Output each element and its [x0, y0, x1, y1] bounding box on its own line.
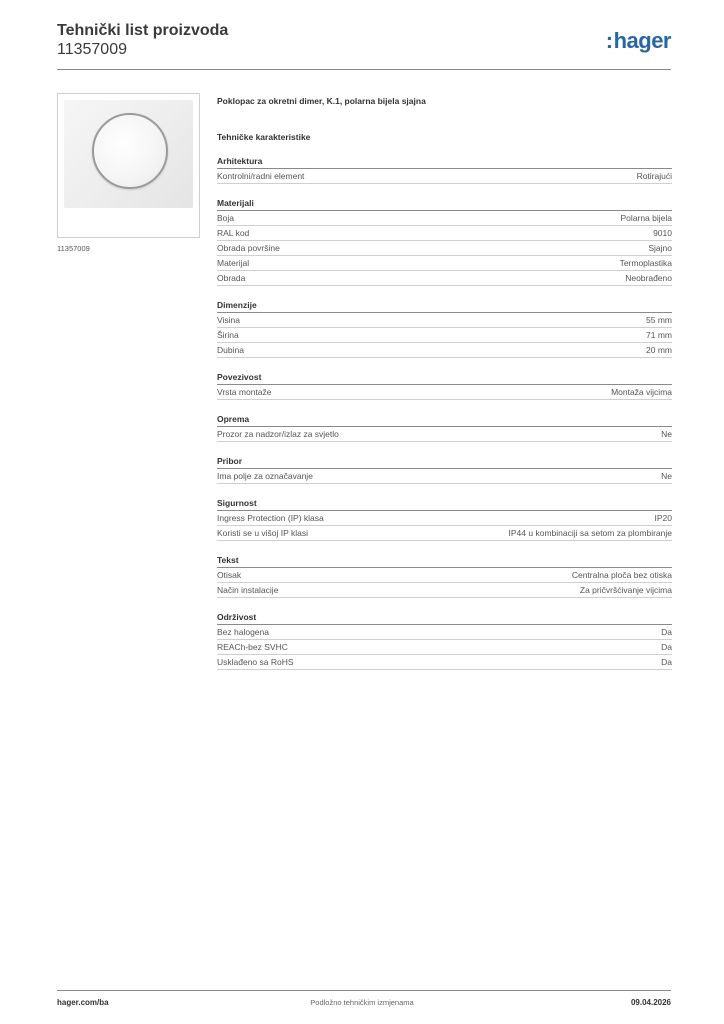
spec-value: Neobrađeno [625, 273, 672, 283]
spec-group-title: Održivost [217, 611, 672, 625]
spec-row [217, 271, 672, 286]
spec-group [217, 554, 672, 598]
spec-value: Termoplastika [619, 258, 672, 268]
spec-value: Rotirajući [636, 171, 672, 181]
spec-value: 9010 [653, 228, 672, 238]
dimmer-knob-icon [92, 113, 168, 189]
spec-value: Za pričvršćivanje vijcima [579, 585, 672, 595]
spec-label: Otisak [217, 570, 242, 580]
spec-value: Polarna bijela [620, 213, 672, 223]
hager-logo [606, 28, 671, 54]
product-image [57, 93, 200, 238]
spec-group [217, 413, 672, 442]
specs-content [217, 95, 672, 683]
spec-row [217, 211, 672, 226]
spec-label: Način instalacije [217, 585, 279, 595]
spec-label: Obrada [217, 273, 246, 283]
spec-value: 71 mm [646, 330, 672, 340]
spec-label: Dubina [217, 345, 244, 355]
spec-value: IP20 [654, 513, 672, 523]
spec-value: Da [661, 642, 672, 652]
spec-label: Koristi se u višoj IP klasi [217, 528, 309, 538]
product-name: Poklopac za okretni dimer, K.1, polarna bijela sjajna [217, 96, 426, 106]
spec-row [217, 328, 672, 343]
spec-row [217, 583, 672, 598]
spec-row [217, 313, 672, 328]
spec-value: Ne [661, 471, 672, 481]
spec-label: Vrsta montaže [217, 387, 272, 397]
spec-row [217, 256, 672, 271]
spec-group-title: Arhitektura [217, 155, 672, 169]
spec-group-title: Povezivost [217, 371, 672, 385]
spec-value: 20 mm [646, 345, 672, 355]
spec-label: REACh-bez SVHC [217, 642, 288, 652]
spec-row [217, 469, 672, 484]
spec-group [217, 611, 672, 670]
spec-groups [217, 155, 672, 670]
spec-value: Centralna ploča bez otiska [571, 570, 672, 580]
product-image-caption: 11357009 [57, 244, 90, 253]
section-heading: Tehničke karakteristike [217, 132, 311, 142]
footer-note: Podložno tehničkim izmjenama [310, 998, 414, 1007]
spec-label: Visina [217, 315, 240, 325]
spec-label: Širina [217, 330, 239, 340]
spec-group [217, 371, 672, 400]
spec-row [217, 427, 672, 442]
spec-value: Ne [661, 429, 672, 439]
spec-row [217, 526, 672, 541]
spec-value: Sjajno [648, 243, 672, 253]
logo-text: hager [613, 28, 671, 53]
spec-value: Montaža vijcima [611, 387, 672, 397]
spec-group [217, 155, 672, 184]
spec-group-title: Materijali [217, 197, 672, 211]
spec-group-title: Sigurnost [217, 497, 672, 511]
spec-value: IP44 u kombinaciji sa setom za plombiranje [508, 528, 672, 538]
spec-label: Ima polje za označavanje [217, 471, 313, 481]
spec-group-title: Oprema [217, 413, 672, 427]
spec-row [217, 169, 672, 184]
spec-label: Boja [217, 213, 235, 223]
spec-group [217, 299, 672, 358]
spec-row [217, 241, 672, 256]
logo-colon-icon: : [605, 28, 613, 53]
cover-plate [64, 100, 193, 208]
spec-label: RAL kod [217, 228, 250, 238]
spec-label: Kontrolni/radni element [217, 171, 305, 181]
spec-label: Prozor za nadzor/izlaz za svjetlo [217, 429, 339, 439]
spec-group-title: Pribor [217, 455, 672, 469]
spec-label: Obrada površine [217, 243, 280, 253]
footer-website: hager.com/ba [57, 998, 109, 1007]
spec-label: Materijal [217, 258, 250, 268]
spec-row [217, 343, 672, 358]
document-number: 11357009 [57, 41, 127, 58]
spec-row [217, 511, 672, 526]
spec-group [217, 197, 672, 286]
spec-row [217, 568, 672, 583]
document-title: Tehnički list proizvoda [57, 22, 229, 39]
spec-group [217, 497, 672, 541]
spec-label: Ingress Protection (IP) klasa [217, 513, 324, 523]
footer-date: 09.04.2026 [630, 998, 671, 1007]
spec-group-title: Tekst [217, 554, 672, 568]
spec-value: Da [661, 657, 672, 667]
spec-group [217, 455, 672, 484]
spec-row [217, 625, 672, 640]
spec-label: Usklađeno sa RoHS [217, 657, 294, 667]
spec-label: Bez halogena [217, 627, 269, 637]
spec-row [217, 640, 672, 655]
header-divider [57, 69, 671, 70]
spec-row [217, 226, 672, 241]
footer-divider [57, 990, 671, 991]
spec-row [217, 385, 672, 400]
spec-value: Da [661, 627, 672, 637]
spec-value: 55 mm [646, 315, 672, 325]
spec-row [217, 655, 672, 670]
spec-group-title: Dimenzije [217, 299, 672, 313]
